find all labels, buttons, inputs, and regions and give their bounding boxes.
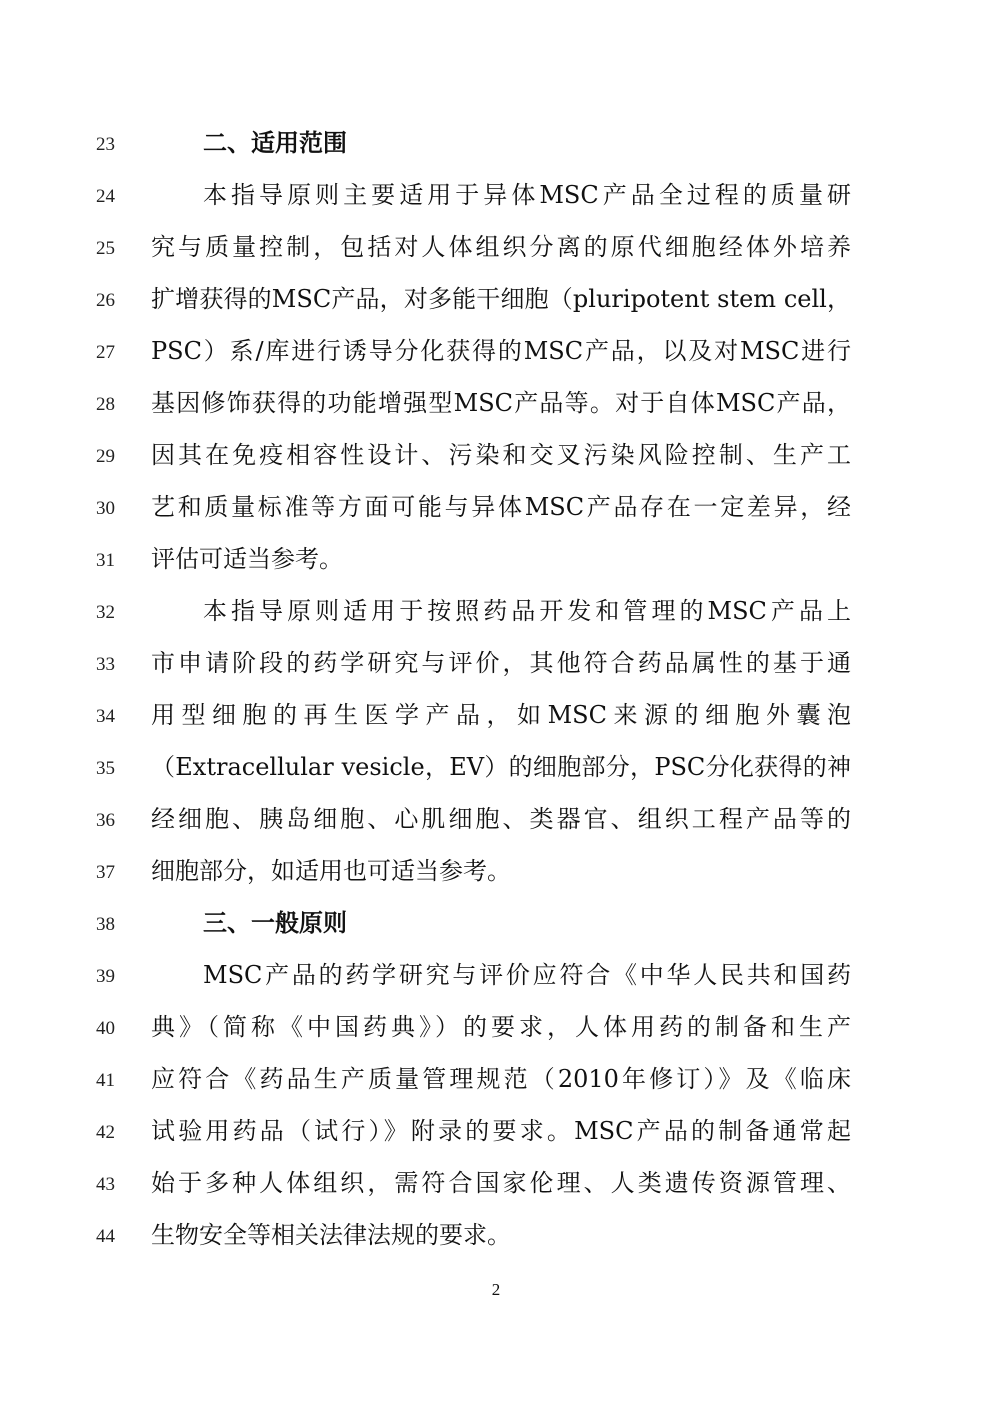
paragraph-line: MSC产品的药学研究与评价应符合《中华人民共和国药 xyxy=(203,961,851,989)
line-44 xyxy=(0,1214,992,1266)
line-39 xyxy=(0,954,992,1006)
line-number: 43 xyxy=(96,1174,115,1195)
line-33 xyxy=(0,642,992,694)
paragraph-line: 细胞部分，如适用也可适当参考。 xyxy=(151,857,511,885)
page-number: 2 xyxy=(491,1280,501,1299)
line-number: 38 xyxy=(96,914,115,935)
line-number: 30 xyxy=(96,498,115,519)
paragraph-line: （Extracellular vesicle，EV）的细胞部分，PSC分化获得的神 xyxy=(151,753,851,781)
line-number: 36 xyxy=(96,810,115,831)
line-31 xyxy=(0,538,992,590)
line-38 xyxy=(0,902,992,954)
line-number: 33 xyxy=(96,654,115,675)
paragraph-line: 扩增获得的MSC产品，对多能干细胞（pluripotent stem cell， xyxy=(151,285,851,313)
line-36 xyxy=(0,798,992,850)
line-number: 25 xyxy=(96,238,115,259)
line-25 xyxy=(0,226,992,278)
line-24 xyxy=(0,174,992,226)
line-28 xyxy=(0,382,992,434)
paragraph-line: 经细胞、胰岛细胞、心肌细胞、类器官、组织工程产品等的 xyxy=(151,805,851,833)
line-number: 41 xyxy=(96,1070,115,1091)
line-number: 26 xyxy=(96,290,115,311)
paragraph-line: 艺和质量标准等方面可能与异体MSC产品存在一定差异，经 xyxy=(151,493,851,521)
paragraph-line: 用型细胞的再生医学产品，如MSC来源的细胞外囊泡 xyxy=(151,701,851,729)
line-32 xyxy=(0,590,992,642)
line-number: 27 xyxy=(96,342,115,363)
paragraph-line: 始于多种人体组织，需符合国家伦理、人类遗传资源管理、 xyxy=(151,1169,851,1197)
line-number: 39 xyxy=(96,966,115,987)
paragraph-line: 典》（简称《中国药典》）的要求，人体用药的制备和生产 xyxy=(151,1013,851,1041)
line-26 xyxy=(0,278,992,330)
line-30 xyxy=(0,486,992,538)
line-number: 44 xyxy=(96,1226,115,1247)
line-number: 31 xyxy=(96,550,115,571)
paragraph-line: 试验用药品（试行）》附录的要求。MSC产品的制备通常起 xyxy=(151,1117,851,1145)
paragraph-line: 本指导原则适用于按照药品开发和管理的MSC产品上 xyxy=(203,597,851,625)
paragraph-line: 生物安全等相关法律法规的要求。 xyxy=(151,1221,511,1249)
line-41 xyxy=(0,1058,992,1110)
line-27 xyxy=(0,330,992,382)
line-40 xyxy=(0,1006,992,1058)
paragraph-line: 基因修饰获得的功能增强型MSC产品等。对于自体MSC产品， xyxy=(151,389,851,417)
line-number: 24 xyxy=(96,186,115,207)
line-23 xyxy=(0,122,992,174)
line-29 xyxy=(0,434,992,486)
line-number: 37 xyxy=(96,862,115,883)
paragraph-line: 究与质量控制，包括对人体组织分离的原代细胞经体外培养 xyxy=(151,233,851,261)
paragraph-line: 因其在免疫相容性设计、污染和交叉污染风险控制、生产工 xyxy=(151,441,851,469)
line-number: 35 xyxy=(96,758,115,779)
line-34 xyxy=(0,694,992,746)
line-number: 32 xyxy=(96,602,115,623)
line-number: 29 xyxy=(96,446,115,467)
line-37 xyxy=(0,850,992,902)
paragraph-line: PSC）系/库进行诱导分化获得的MSC产品，以及对MSC进行 xyxy=(151,337,851,365)
line-43 xyxy=(0,1162,992,1214)
paragraph-line: 本指导原则主要适用于异体MSC产品全过程的质量研 xyxy=(203,181,851,209)
paragraph-line: 市申请阶段的药学研究与评价，其他符合药品属性的基于通 xyxy=(151,649,851,677)
section-heading-principles: 三、一般原则 xyxy=(203,909,347,937)
paragraph-line: 应符合《药品生产质量管理规范（2010年修订）》及《临床 xyxy=(151,1065,851,1093)
line-number: 23 xyxy=(96,134,115,155)
line-42 xyxy=(0,1110,992,1162)
line-number: 40 xyxy=(96,1018,115,1039)
line-number: 34 xyxy=(96,706,115,727)
line-number: 28 xyxy=(96,394,115,415)
section-heading-scope: 二、适用范围 xyxy=(203,129,347,157)
paragraph-line: 评估可适当参考。 xyxy=(151,545,343,573)
line-35 xyxy=(0,746,992,798)
line-number: 42 xyxy=(96,1122,115,1143)
